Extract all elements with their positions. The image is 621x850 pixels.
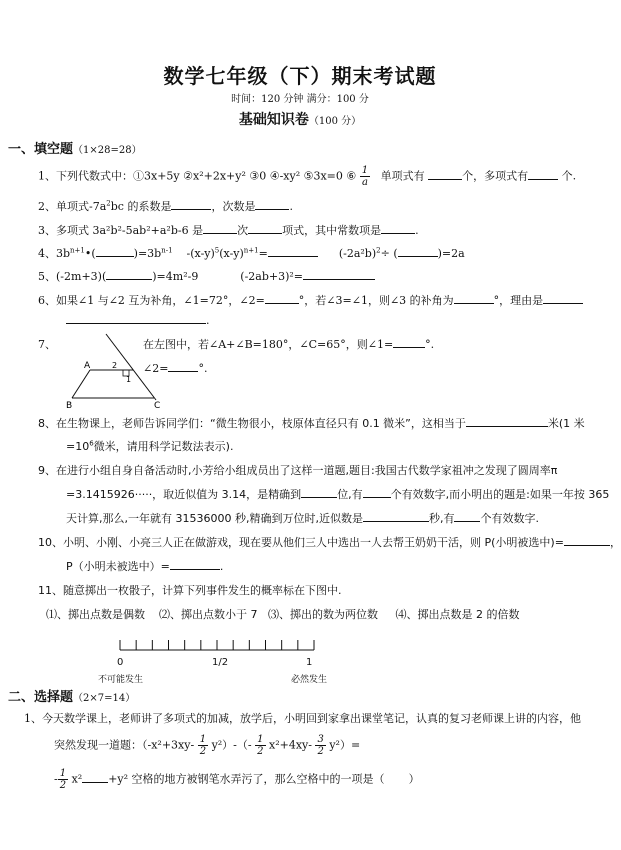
question-10: 10、小明、小刚、小亮三人正在做游戏，现在要从他们三人中选出一人去帮王奶奶干活，则 P(小明被选中)= ， [38,536,621,549]
fraction-1-over-a: $\frac{1}{a}$ [361,165,369,188]
blank[interactable] [398,245,438,257]
probability-scale [100,628,340,658]
blank[interactable] [255,198,289,210]
choice-question-1: 1、今天数学课上，老师讲了多项式的加减，放学后，小明回到家拿出课堂笔记，认真的复习老师课上讲的内容，他 [24,712,581,725]
page-title: 数学七年级（下）期末考试题 [163,64,437,88]
label-a: A [84,361,91,371]
blank[interactable] [301,486,337,498]
blank[interactable] [168,360,198,372]
question-9-line3: 天计算,那么,一年就有 31536000 秒,精确到万位时,近似数是 秒,有 个有效数字. [66,512,539,525]
blank[interactable] [171,198,211,210]
fraction-1-2: $\frac{1}{2}$ [257,734,264,757]
question-8: 8、在生物课上，老师告诉同学们：“微生物很小，枝原体直径只有 0.1 微米”，这相当于 米(1 米 [38,417,585,430]
blank[interactable] [564,534,610,546]
scale-impossible-label: 不可能发生 [98,675,144,685]
option-3: ⑶、掷出的数为两位数 [268,608,378,621]
exam-meta: 时间：120 分钟 满分：100 分 [231,94,369,105]
section-title: 基础知识卷（100 分） [238,112,362,128]
label-angle-1: 1 [126,375,132,384]
blank[interactable] [528,168,558,180]
scale-zero: 0 [117,657,124,668]
question-7-line2: ∠2= °. [143,362,208,375]
question-4: 4、$3b^{n+1}•$( )$=3b^{n-1}$ $-(x-y)^5(x-y)^{n+1}=$ $(-2a^2b)^2\div$ ( )=2a [38,246,465,260]
scale-certain-label: 必然发生 [291,675,328,685]
question-6: 6、如果∠1 与∠2 互为补角，∠1=72°，∠2= °，若∠3=∠1，则∠3 的补角为 °，理由是 [38,292,583,308]
blank[interactable] [381,222,415,234]
label-angle-2: 2 [112,361,118,370]
blank[interactable] [203,222,237,234]
fraction-1-2: $\frac{1}{2}$ [199,734,207,757]
blank[interactable] [393,336,425,348]
blank[interactable] [543,292,583,304]
blank[interactable] [96,245,134,257]
blank[interactable] [454,292,494,304]
question-10-line2: P（小明未被选中）= . [66,560,224,573]
label-c: C [154,401,161,411]
blank[interactable] [106,268,152,280]
question-5: 5、(-2m+3)( )=4m²-9 (-2ab+3)²= [38,268,375,284]
choice-question-1-line3: - $\frac{1}{2}$ x² +y² 空格的地方被钢笔水弄污了，那么空格中的一项是（ ） [54,768,420,791]
fraction-1-2: $\frac{1}{2}$ [59,768,67,791]
blank[interactable] [66,312,206,324]
part1-heading: 一、填空题（1×28=28） [8,142,142,157]
blank[interactable] [265,292,299,304]
blank[interactable] [303,268,375,280]
blank[interactable] [454,510,480,522]
label-b: B [66,401,73,411]
blank[interactable] [248,222,282,234]
question-2: 2、单项式$-7a^2bc$ 的系数是 ，次数是 . [38,199,293,213]
fraction-3-2: $\frac{3}{2}$ [317,734,324,757]
question-3: 3、多项式 3a²b²-5ab²+a²b-6 是 次 项式，其中常数项是 . [38,224,419,237]
question-8-line2: $=10^6$微米，请用科学记数法表示). [66,439,234,453]
choice-question-1-line2: 突然发现一道题：（-x²+3xy- $\frac{1}{2}$ y²）-（- $\frac{1}{2}$ x²+4xy- $\frac{3}{2}$ y²）= [54,734,361,757]
blank[interactable] [363,510,429,522]
question-7: 在左图中，若∠A+∠B=180°，∠C=65°，则∠1= °. [143,338,435,351]
trapezoid-figure [60,330,160,410]
question-7-number: 7、 [38,338,56,351]
part2-heading: 二、选择题（2×7=14） [8,690,136,705]
blank[interactable] [268,245,318,257]
blank[interactable] [428,168,462,180]
scale-one: 1 [306,657,313,668]
blank[interactable] [466,415,548,427]
question-11-options [46,606,519,622]
blank[interactable] [170,558,220,570]
question-9: 9、在进行小组自身自备活动时,小芳给小组成员出了这样一道题,题目:我国古代数学家祖冲之发现了圆周率π [38,464,558,477]
question-1: 1、下列代数式中：①3x+5y ②x²+2x+y² ③0 ④-xy² ⑤3x=0 ⑥ $\frac{1}{a}$ 单项式有 个，多项式有 个. [38,165,577,188]
option-4: ⑷、掷出点数是 2 的倍数 [395,608,520,621]
question-11: 11、随意掷出一枚骰子，计算下列事件发生的概率标在下图中. [38,584,342,597]
option-1: ⑴、掷出点数是偶数 [46,608,145,621]
blank[interactable] [363,486,391,498]
question-9-line2: =3.1415926·····，取近似值为 3.14，是精确到 位,有 个有效数字,而小明出的题是:如果一年按 365 [66,488,610,501]
question-6-line2: . [66,312,210,327]
left-leg [72,370,90,398]
option-2: ⑵、掷出点数小于 7 [159,608,258,621]
ink-blot-blank[interactable] [82,771,108,783]
scale-half: 1/2 [212,657,229,668]
